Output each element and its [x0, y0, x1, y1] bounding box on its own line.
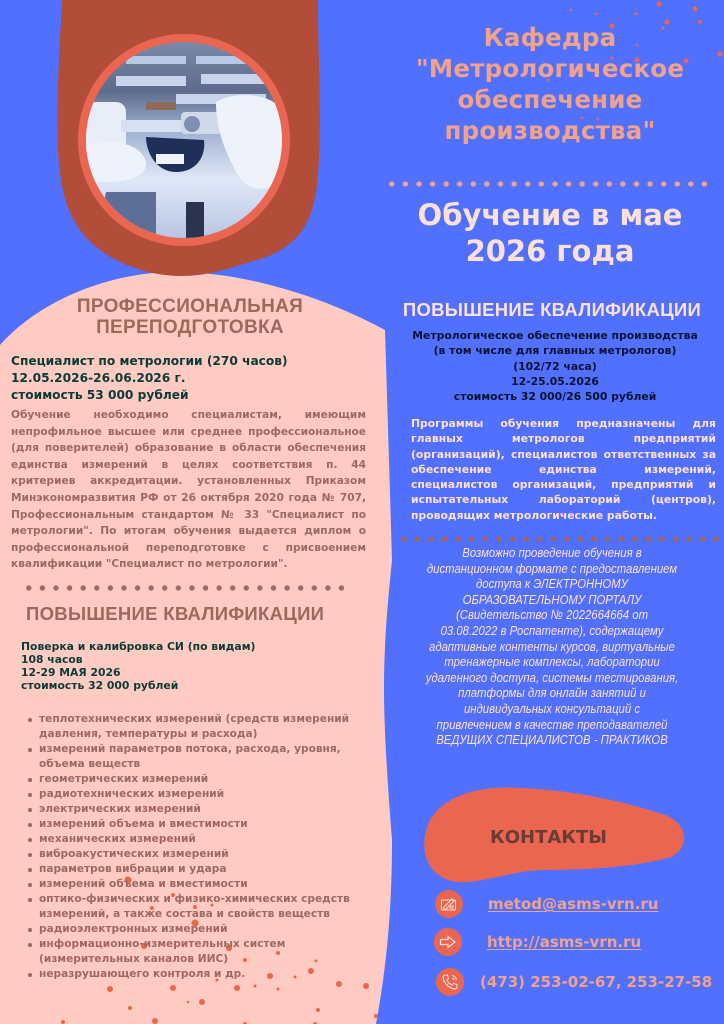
list-item: механических измерений — [26, 832, 356, 847]
list-item: измерений параметров потока, расхода, уровня, объема веществ — [26, 742, 356, 772]
contact-website-row — [434, 928, 641, 956]
distance-line: дистанционном формате с предоставлением — [426, 560, 678, 576]
pencil-note-icon — [435, 890, 463, 918]
phone-numbers: (473) 253-02-67, 253-27-58 — [480, 973, 713, 991]
email-link[interactable]: metod@asms-vrn.ru — [488, 895, 659, 913]
qualification-hours: 108 часов — [21, 653, 83, 666]
contacts-heading: КОНТАКТЫ — [490, 827, 607, 848]
contact-phone-row — [436, 968, 712, 996]
list-item: оптико-физических и физико-химических средств измерений, а также состава и свойств веществ — [26, 892, 356, 922]
list-item: измерений объема и вместимости — [26, 877, 356, 892]
distance-line: ВЕДУЩИХ СПЕЦИАЛИСТОВ - ПРАКТИКОВ — [436, 732, 668, 748]
retraining-heading: ПРОФЕССИОНАЛЬНАЯ ПЕРЕПОДГОТОВКА — [76, 296, 304, 338]
retraining-dates: 12.05.2026-26.06.2026 г. — [11, 371, 186, 385]
micrometer-photo — [86, 42, 282, 238]
department-title: Кафедра "Метрологическое обеспечение производства" — [415, 23, 685, 145]
month-title: Обучение в мае 2026 года — [417, 198, 683, 268]
right-course-price: стоимость 32 000/26 500 рублей — [453, 390, 657, 404]
distance-line: Возможно проведение обучения в — [462, 545, 642, 560]
micrometer-illustration — [86, 42, 282, 238]
list-item: виброакустических измерений — [26, 847, 356, 862]
retraining-description: Обучение необходимо специалистам, имеющим непрофильное высшее или среднее профессиональное (для поверителей) образование в области обеспечения единства измерений в целях соответствия п. 44 критериев аккредитации. установленных Приказом Минэкономразвития РФ от 26 октября 2020 года № 707, Профессиональным стандартом № 33 "Специалист по метрологии". По итогам обучения выдается диплом о профессиональной переподготовке с присвоением квалификации "Специалист по метрологии". — [11, 409, 366, 571]
distance-line: платформы для онлайн занятий и — [458, 685, 646, 701]
distance-line: тренажерные комплексы, лаборатории — [444, 654, 660, 670]
distance-learning-text — [380, 545, 724, 748]
website-link[interactable]: http://asms-vrn.ru — [487, 933, 642, 951]
retraining-price: стоимость 53 000 рублей — [11, 388, 189, 402]
right-course-title: Метрологическое обеспечение производства — [412, 329, 698, 342]
left-qualification-info — [21, 640, 255, 692]
right-course-description: Программы обучения предназначены для главных метрологов предприятий (организаций), специалистов ответственных за обеспечение единства измерений, специалистов организаций, предприятий и испытательных лабораторий (центров), проводящих метрологические работы. — [411, 417, 716, 522]
right-qualification-info — [390, 328, 720, 404]
phone-icon — [436, 968, 464, 996]
distance-line: удаленного доступа, системы тестирования, — [425, 669, 679, 685]
distance-line: привлечением в качестве преподавателей — [436, 716, 668, 732]
qualification-dates: 12-29 МАЯ 2026 — [21, 666, 121, 679]
qualification-price: стоимость 32 000 рублей — [21, 679, 179, 692]
dotted-divider — [397, 536, 721, 542]
right-qualification-heading: ПОВЫШЕНИЕ КВАЛИФИКАЦИИ — [402, 299, 702, 320]
list-item: радиотехнических измерений — [26, 787, 356, 802]
right-course-dates: 12-25.05.2026 — [511, 374, 599, 388]
retraining-course-title: Специалист по метрологии (270 часов) — [11, 354, 288, 368]
list-item: измерений объема и вместимости — [26, 817, 356, 832]
distance-line: (Свидетельство № 2022664664 от — [455, 607, 649, 623]
list-item: электрических измерений — [26, 802, 356, 817]
dotted-divider — [22, 585, 346, 591]
list-item: теплотехнических измерений (средств измерений давления, температуры и расхода) — [26, 712, 356, 742]
qualification-course-title: Поверка и калибровка СИ (по видам) — [21, 640, 256, 653]
distance-line: доступа к ЭЛЕКТРОННОМУ — [476, 576, 628, 592]
right-course-subtitle: (в том числе для главных метрологов) — [433, 344, 677, 358]
measurement-types-list — [26, 712, 356, 982]
dotted-divider — [385, 181, 713, 187]
distance-line: ОБРАЗОВАТЕЛЬНОМУ ПОРТАЛУ — [462, 591, 642, 607]
distance-line: 03.08.2022 в Роспатенте), содержащему — [440, 622, 664, 638]
left-qualification-heading: ПОВЫШЕНИЕ КВАЛИФИКАЦИИ — [26, 603, 325, 624]
distance-line: индивидуальных консультаций с — [463, 700, 641, 716]
list-item: геометрических измерений — [26, 772, 356, 787]
arrow-right-icon — [434, 928, 462, 956]
contact-email-row — [435, 890, 658, 918]
distance-line: адаптивные контенты курсов, виртуальные — [429, 638, 675, 654]
list-item: параметров вибрации и удара — [26, 862, 356, 877]
list-item: радиоэлектронных измерений — [26, 922, 356, 937]
right-course-hours: (102/72 часа) — [513, 359, 597, 373]
list-item: неразрушающего контроля и др. — [26, 967, 356, 982]
list-item: информационно-измерительных систем (измерительных каналов ИИС) — [26, 937, 356, 967]
